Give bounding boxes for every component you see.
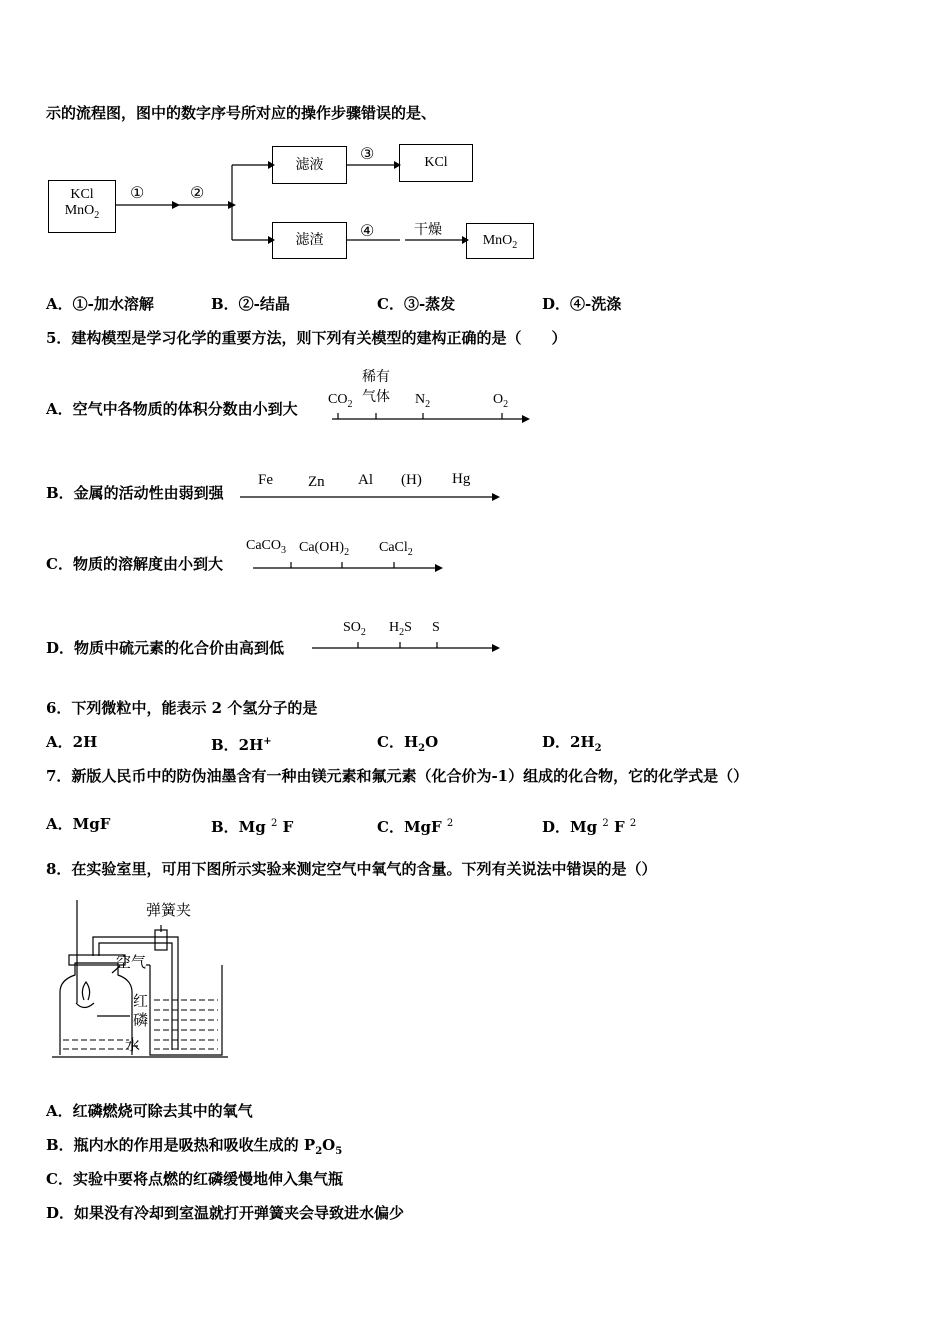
flow-start-line1: KCl — [70, 187, 94, 202]
dry-label: 干燥 — [414, 222, 442, 238]
q5-a-co2: $CO_2$ — [328, 392, 353, 410]
q5-b-h: (H) — [401, 472, 422, 488]
q6-stem: 6．下列微粒中，能表示 2 个氢分子的是 — [46, 699, 318, 717]
q5-b-al: Al — [358, 472, 373, 488]
q7-stem: 7．新版人民币中的防伪油墨含有一种由镁元素和氟元素（化合价为-1）组成的化合物，它的化学式是（） — [46, 767, 749, 785]
fig-air-label: 空气 — [116, 953, 147, 971]
q8-option-c: C．实验中要将点燃的红磷缓慢地伸入集气瓶 — [46, 1170, 343, 1188]
q8-option-b: B．瓶内水的作用是吸热和吸收生成的 $P_2O_5$ — [46, 1136, 343, 1157]
q8-option-a: A．红磷燃烧可除去其中的氧气 — [46, 1102, 253, 1120]
q6-option-d: D．$2H_2$ — [542, 733, 602, 754]
q7-option-c: C．MgF $^2$ — [377, 818, 454, 836]
q8-stem: 8．在实验室里，可用下图所示实验来测定空气中氧气的含量。下列有关说法中错误的是（） — [46, 860, 657, 878]
q6-option-b: B．2H+ — [211, 736, 272, 754]
q5-d-so2: $SO_2$ — [343, 620, 366, 638]
q5-d-h2s: $H_2S$ — [389, 620, 412, 638]
q4-option-c: C．③-蒸发 — [377, 295, 456, 313]
fig-red-label: 红 — [133, 992, 149, 1010]
q5-b-fe: Fe — [258, 472, 273, 488]
q5-option-c-label: C．物质的溶解度由小到大 — [46, 555, 223, 573]
q7-option-d: D．Mg $^2$ F $^2$ — [542, 818, 637, 836]
q5-option-d-label: D．物质中硫元素的化合价由高到低 — [46, 639, 285, 657]
step3-label: ③ — [360, 146, 375, 163]
q8-option-d: D．如果没有冷却到室温就打开弹簧夹会导致进水偏少 — [46, 1204, 405, 1222]
kcl-product-box: KCl — [399, 144, 473, 182]
flow-start-line2: MnO$_2$ — [64, 203, 100, 221]
q5-c-caco3: CaCO$_3$ — [246, 538, 286, 556]
mno2-product-box: MnO$_2$ — [466, 223, 534, 259]
q5-option-a-label: A．空气中各物质的体积分数由小到大 — [46, 400, 298, 418]
q5-a-n2: $N_2$ — [415, 392, 431, 410]
q6-option-a: A．2H — [46, 733, 98, 751]
q5-b-zn: Zn — [308, 474, 325, 490]
q7-option-b: B．Mg $^2$ F — [211, 818, 294, 836]
q5-c-caoh2: $Ca(OH)_2$ — [299, 540, 350, 558]
q5-b-hg: Hg — [452, 471, 471, 487]
step2-label: ② — [190, 185, 205, 202]
fig-clip-label: 弹簧夹 — [146, 901, 192, 919]
step4-label: ④ — [360, 223, 375, 240]
q5-a-o2: $O_2$ — [493, 392, 509, 410]
intro-text: 示的流程图，图中的数字序号所对应的操作步骤错误的是、 — [46, 104, 437, 122]
q5-a-rare1: 稀有 — [362, 369, 390, 385]
residue-box: 滤渣 — [272, 222, 347, 259]
q5-d-s: S — [432, 620, 440, 635]
filtrate-box: 滤液 — [272, 146, 347, 184]
q4-option-b: B．②-结晶 — [211, 295, 290, 313]
q5-stem: 5．建构模型是学习化学的重要方法，则下列有关模型的建构正确的是（ ） — [46, 329, 567, 347]
q7-option-a: A．MgF — [46, 815, 111, 833]
q5-a-rare2: 气体 — [362, 389, 390, 405]
q5-c-cacl2: CaCl$_2$ — [379, 540, 413, 558]
q5-option-b-label: B．金属的活动性由弱到强 — [46, 484, 224, 502]
fig-water-label: 水 — [125, 1036, 141, 1054]
q4-option-d: D．④-洗涤 — [542, 295, 622, 313]
fig-p-label: 磷 — [133, 1011, 149, 1029]
q6-option-c: C．$H_2O$ — [377, 733, 439, 754]
q4-option-a: A．①-加水溶解 — [46, 295, 154, 313]
step1-label: ① — [130, 185, 145, 202]
